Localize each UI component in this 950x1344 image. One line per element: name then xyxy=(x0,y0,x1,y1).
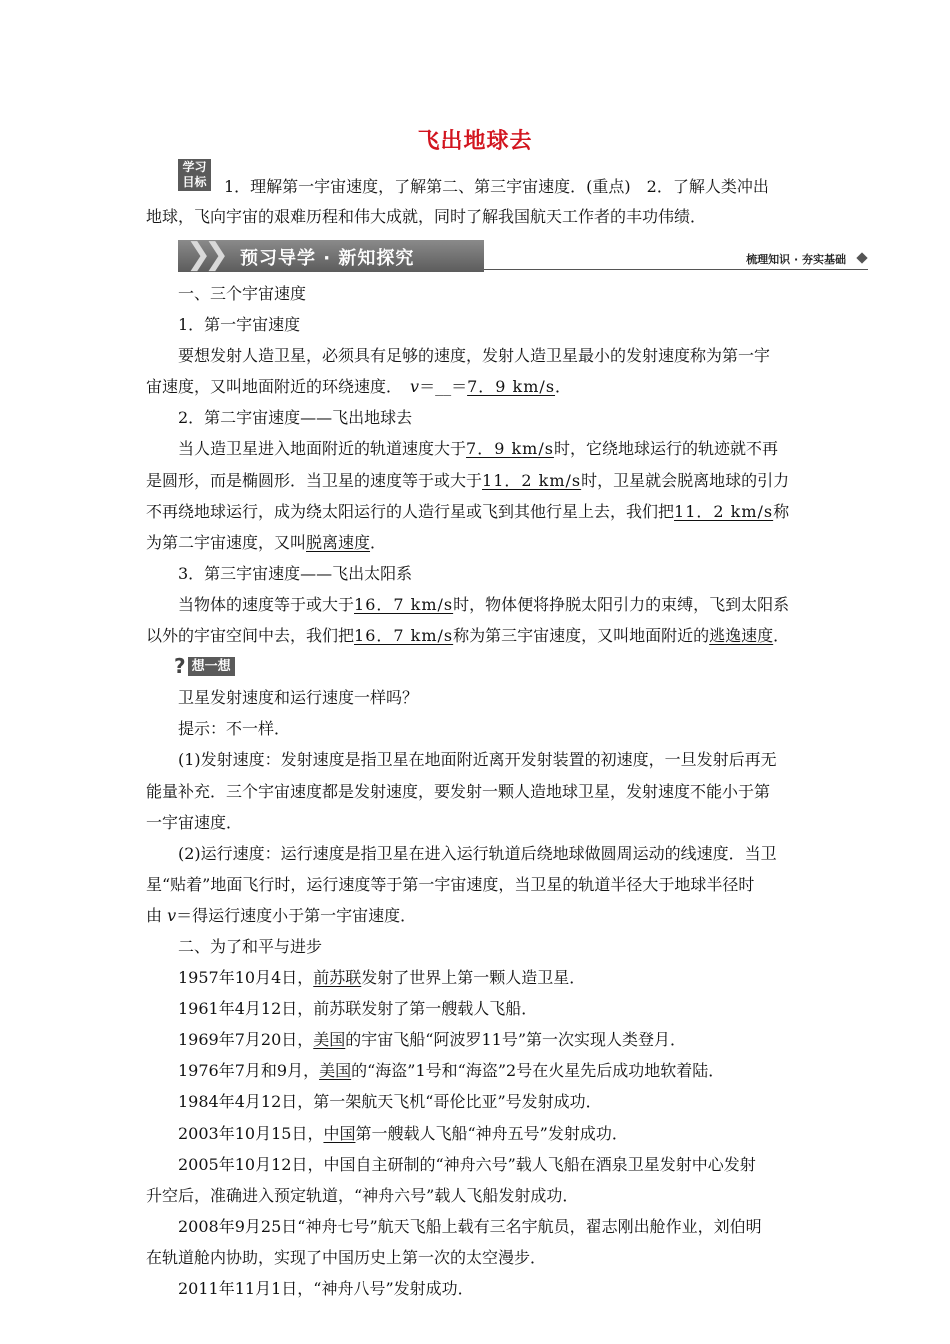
text-span: ． xyxy=(773,626,790,646)
paragraph-line: (2)运行速度：运行速度是指卫星在进入运行轨道后绕地球做圆周运动的线速度．当卫 xyxy=(178,843,777,863)
text-span: ＝ xyxy=(419,377,436,397)
event-line: 升空后，准确进入预定轨道，“神舟六号”载人飞船发射成功． xyxy=(146,1185,579,1205)
text-span: 2003年10月15日， xyxy=(178,1123,324,1143)
answer-underline: 前苏联 xyxy=(313,968,362,988)
section-banner xyxy=(178,238,868,274)
text-span: 不再绕地球运行，成为绕太阳运行的人造行星或飞到其他行星上去，我们把 xyxy=(146,501,675,521)
paragraph-line: 一宇宙速度． xyxy=(146,812,243,832)
think-label-box: 想一想 xyxy=(188,657,235,676)
text-span: 由 xyxy=(146,905,168,925)
paragraph-line xyxy=(146,589,808,620)
paragraph-line: 宙速度，又叫地面附近的环绕速度． v＝__＝7．9 km/s． xyxy=(146,377,572,397)
answer-underline: 7．9 km/s xyxy=(467,377,556,397)
event-line: 2008年9月25日“神舟七号”航天飞船上载有三名宇航员，翟志刚出舱作业，刘伯明 xyxy=(178,1216,762,1236)
objective-text-2: 地球，飞向宇宙的艰难历程和伟大成就，同时了解我国航天工作者的丰功伟绩． xyxy=(146,207,707,226)
answer-underline: 11．2 km/s xyxy=(674,501,774,521)
answer-underline: 美国 xyxy=(313,1030,346,1050)
text-span: 宙速度，又叫地面附近的环绕速度． xyxy=(146,377,395,397)
text-span: 的宇宙飞船“阿波罗11号”第一次实现人类登月． xyxy=(345,1030,687,1050)
objective-line-1 xyxy=(178,172,818,202)
badge-line-1: 学习 xyxy=(182,160,207,174)
think-question: 卫星发射速度和运行速度一样吗？ xyxy=(178,688,419,708)
learning-objectives xyxy=(146,172,818,232)
paragraph-line: (1)发射速度：发射速度是指卫星在地面附近离开发射装置的初速度，一旦发射后再无 xyxy=(178,750,777,770)
text-span: 时，它绕地球运行的轨迹就不再 xyxy=(553,439,778,459)
banner-title: 预习导学 · 新知探究 xyxy=(240,248,415,269)
text-span: ． xyxy=(555,377,572,397)
chevron-right-icon: ❯ xyxy=(204,237,230,272)
math-var: v xyxy=(410,377,420,397)
event-line: 1961年4月12日，前苏联发射了第一艘载人飞船． xyxy=(178,999,538,1019)
event-line: 2011年11月1日，“神舟八号”发射成功． xyxy=(178,1279,474,1298)
text-span: 1969年7月20日， xyxy=(178,1030,314,1050)
paragraph-line: 能量补充．三个宇宙速度都是发射速度，要发射一颗人造地球卫星，发射速度不能小于第 xyxy=(146,781,771,801)
banner-rule xyxy=(484,269,868,270)
paragraph-line: 要想发射人造卫星，必须具有足够的速度，发射人造卫星最小的发射速度称为第一宇 xyxy=(178,346,771,366)
answer-underline: 脱离速度 xyxy=(306,532,371,552)
text-span: 当物体的速度等于或大于 xyxy=(178,594,355,614)
paragraph-line xyxy=(146,433,808,464)
event-line xyxy=(146,962,808,993)
text-span: ． xyxy=(370,532,387,552)
subsection-title-1: 1．第一宇宙速度 xyxy=(178,315,301,335)
event-line xyxy=(146,1055,808,1086)
text-span: 第一艘载人飞船“神舟五号”发射成功． xyxy=(355,1123,628,1143)
banner-subtitle: 梳理知识 · 夯实基础 xyxy=(746,253,846,266)
objective-text-1: 1．理解第一宇宙速度，了解第二、第三宇宙速度．(重点) 2．了解人类冲出 xyxy=(224,177,769,196)
question-mark-icon: ? xyxy=(174,654,186,679)
text-span: 称 xyxy=(773,501,790,521)
text-span: 以外的宇宙空间中去，我们把 xyxy=(146,626,355,646)
answer-underline: 16．7 km/s xyxy=(354,626,454,646)
text-span: 当人造卫星进入地面附近的轨道速度大于 xyxy=(178,439,467,459)
text-span: 1976年7月和9月， xyxy=(178,1061,320,1081)
think-label xyxy=(174,651,235,682)
diamond-icon xyxy=(856,252,867,263)
answer-underline: 11．2 km/s xyxy=(482,470,582,490)
answer-underline: 逃逸速度 xyxy=(709,626,774,646)
text-span: 是圆形，而是椭圆形．当卫星的速度等于或大于 xyxy=(146,470,483,490)
event-line: 1984年4月12日，第一架航天飞机“哥伦比亚”号发射成功． xyxy=(178,1092,602,1112)
paragraph-line: 星“贴着”地面飞行时，运行速度等于第一宇宙速度，当卫星的轨道半径大于地球半径时 xyxy=(146,874,755,894)
text-span: ＝ xyxy=(451,377,468,397)
text-span: 称为第三宇宙速度，又叫地面附近的 xyxy=(453,626,710,646)
event-line xyxy=(146,1024,808,1055)
event-line: 2005年10月12日，中国自主研制的“神舟六号”载人飞船在酒泉卫星发射中心发射 xyxy=(178,1154,756,1174)
text-span: 时，卫星就会脱离地球的引力 xyxy=(581,470,790,490)
text-span: 为第二宇宙速度，又叫 xyxy=(146,532,307,552)
section-heading-2: 二、为了和平与进步 xyxy=(178,936,323,956)
math-var: v xyxy=(167,905,177,925)
paragraph-line xyxy=(146,900,808,931)
page-title: 飞出地球去 xyxy=(417,129,533,154)
text-span: 时，物体便将挣脱太阳引力的束缚，飞到太阳系 xyxy=(453,594,790,614)
answer-underline: 7．9 km/s xyxy=(466,439,554,459)
think-answer: 提示：不一样． xyxy=(178,719,291,739)
subsection-title-2: 2．第二宇宙速度——飞出地球去 xyxy=(178,408,413,428)
event-line: 在轨道舱内协助，实现了中国历史上第一次的太空漫步． xyxy=(146,1247,547,1267)
badge-line-2: 目标 xyxy=(182,175,207,189)
chevron-right-icon: ❯ xyxy=(186,237,212,272)
objective-line-2 xyxy=(146,202,818,232)
text-span: 发射了世界上第一颗人造卫星． xyxy=(361,968,586,988)
subsection-title-3: 3．第三宇宙速度——飞出太阳系 xyxy=(178,563,413,583)
text-span: 的“海盗”1号和“海盗”2号在火星先后成功地软着陆． xyxy=(351,1061,725,1081)
main-content xyxy=(146,278,808,1304)
text-span: 1957年10月4日， xyxy=(178,968,314,988)
answer-underline: 美国 xyxy=(319,1061,352,1081)
event-line xyxy=(146,1118,808,1149)
paragraph-line xyxy=(146,496,808,527)
paragraph-line xyxy=(146,527,808,558)
text-span: ＝得运行速度小于第一宇宙速度． xyxy=(176,905,417,925)
answer-underline: 16．7 km/s xyxy=(354,594,454,614)
paragraph-line xyxy=(146,465,808,496)
section-heading-1: 一、三个宇宙速度 xyxy=(178,284,307,303)
paragraph-line xyxy=(146,620,808,651)
answer-underline: 中国 xyxy=(323,1123,356,1143)
